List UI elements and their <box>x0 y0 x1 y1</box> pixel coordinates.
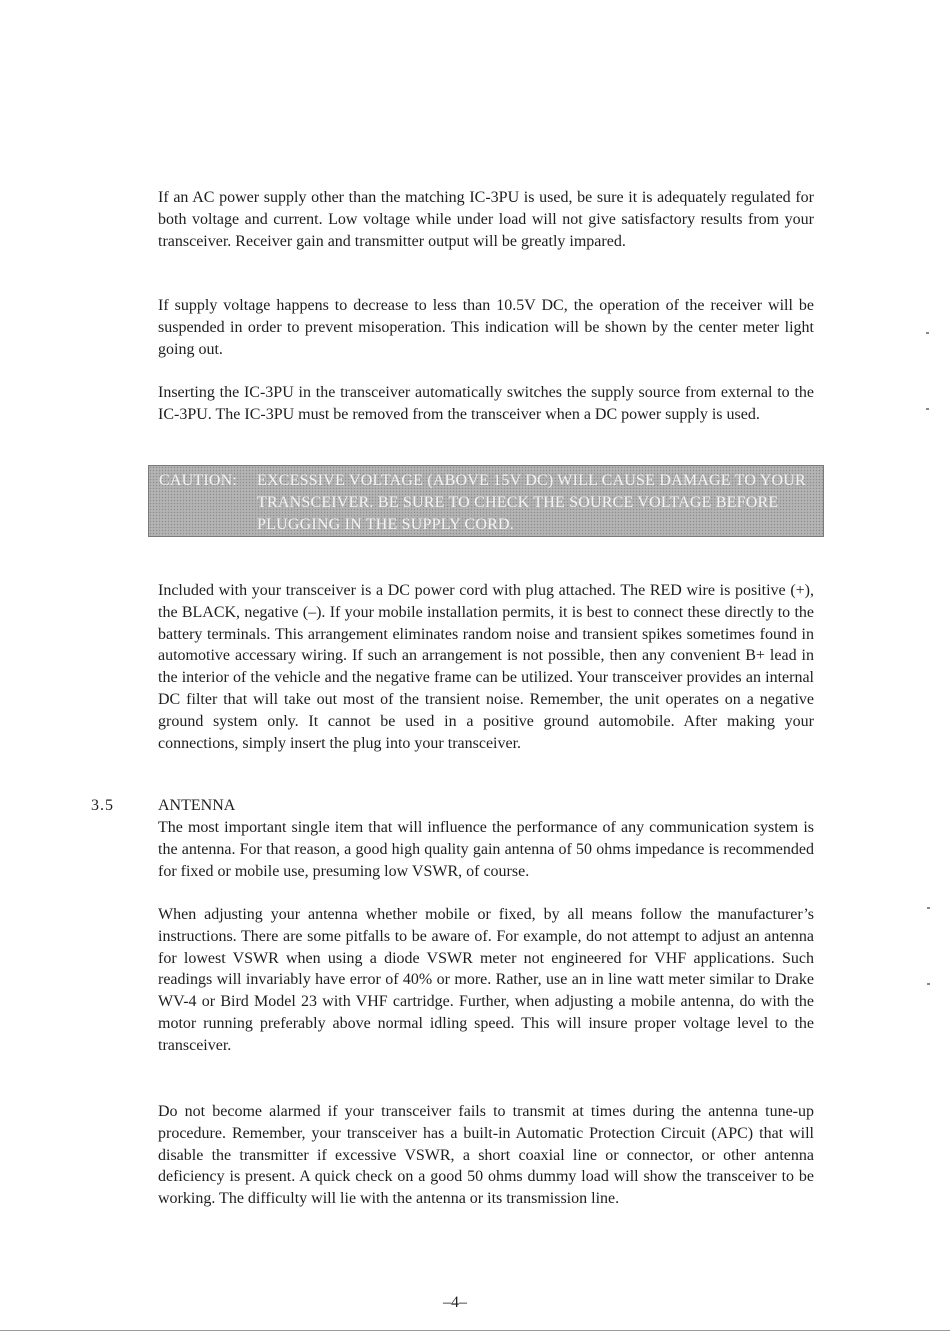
scan-speck <box>927 983 930 985</box>
page-number: –4– <box>443 1294 467 1311</box>
paragraph-antenna-adjusting: When adjusting your antenna whether mobile or fixed, by all means follow the manufacturer’s instructions. There are some pitfalls to be aware of. For example, do not attempt to adjust an antenna for lowest VSWR when using a diode VSWR meter not engineered for VHF applications. Such readings will invariably have error of 40% or more. Rather, use an in line watt meter similar to Drake WV-4 or Bird Model 23 with VHF cartridge. Further, when adjusting a mobile antenna, do with the motor running preferably above normal idling speed. This will insure proper voltage level to the transceiver. <box>158 906 814 1054</box>
paragraph-ac-power-supply: If an AC power supply other than the matching IC-3PU is used, be sure it is adequately regulated for both voltage and current. Low voltage while under load will not give satisfactory results from your transceiver. Receiver gain and transmitter output will be greatly impared. <box>158 189 814 250</box>
scan-speck <box>926 332 929 334</box>
paragraph-dc-power-cord: Included with your transceiver is a DC power cord with plug attached. The RED wire is positive (+), the BLACK, negative (–). If your mobile installation permits, it is best to connect these directly to the battery terminals. This arrangement eliminates random noise and transient spikes sometimes found in automotive accessary wiring. If such an arrangement is not possible, then any convenient B+ lead in the interior of the vehicle and the negative frame can be utilized. Your transceiver provides an internal DC filter that will take out most of the transient noise. Remember, the unit operates on a negative ground system only. It cannot be used in a positive ground automobile. After making your connections, simply insert the plug into your transceiver. <box>158 582 814 752</box>
paragraph-supply-voltage: If supply voltage happens to decrease to less than 10.5V DC, the operation of the receiver will be suspended in order to prevent misoperation. This indication will be shown by the center meter light going out. <box>158 297 814 358</box>
caution-box <box>148 465 824 537</box>
caution-label: CAUTION: <box>159 472 238 489</box>
bottom-rule <box>0 1330 950 1331</box>
paragraph-ic3pu-insertion: Inserting the IC-3PU in the transceiver automatically switches the supply source from external to the IC-3PU. The IC-3PU must be removed from the transceiver when a DC power supply is used. <box>158 384 814 423</box>
scan-speck <box>926 408 929 410</box>
paragraph-antenna-importance: The most important single item that will influence the performance of any communication system is the antenna. For that reason, a good high quality gain antenna of 50 ohms impedance is recommended for fixed or mobile use, presuming low VSWR, of course. <box>158 819 814 880</box>
section-title: ANTENNA <box>158 797 236 814</box>
section-number: 3.5 <box>91 797 114 814</box>
scan-speck <box>927 907 930 909</box>
paragraph-apc-circuit: Do not become alarmed if your transceiver fails to transmit at times during the antenna tune-up procedure. Remember, your transceiver has a built-in Automatic Protection Circuit (APC) that will disable the transmitter if excessive VSWR, a short coaxial line or connector, or other antenna deficiency is present. A quick check on a good 50 ohms dummy load will show the transceiver to be working. The difficulty will lie with the antenna or its transmission line. <box>158 1103 814 1208</box>
caution-text: EXCESSIVE VOLTAGE (ABOVE 15V DC) WILL CAUSE DAMAGE TO YOUR TRANSCEIVER. BE SURE TO CHECK THE SOURCE VOLTAGE BEFORE PLUGGING IN THE SUPPLY CORD. <box>257 472 806 533</box>
